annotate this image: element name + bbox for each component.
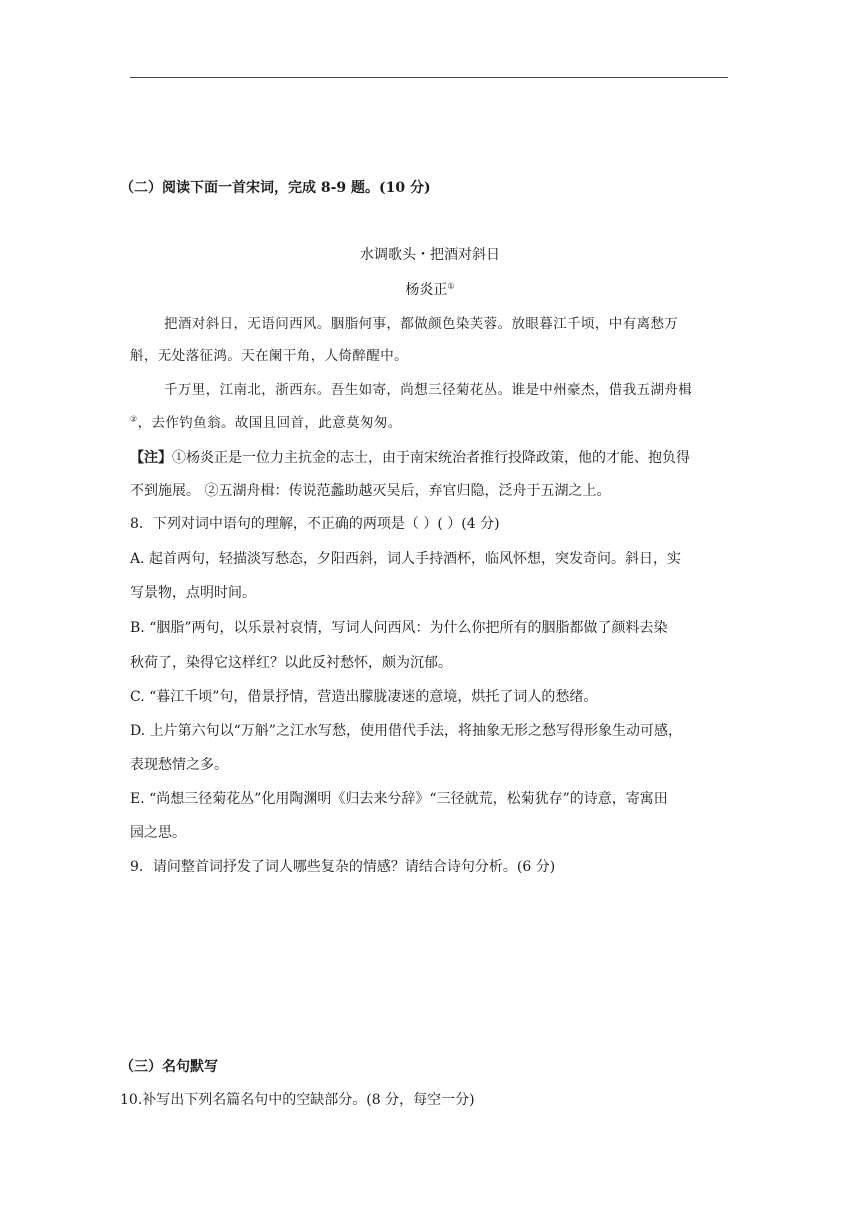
q8-option-a-line1: A. 起首两句，轻描淡写愁态，夕阳西斜，词人手持酒杯，临风怀想，突发奇问。斜日，实	[130, 551, 682, 567]
header-rule	[130, 77, 728, 78]
q8-option-a-line2: 写景物，点明时间。	[130, 585, 256, 601]
q8-option-d-line2: 表现愁情之多。	[130, 757, 228, 773]
stanza2-footnote-mark: ②	[130, 414, 138, 424]
q8-option-e-line2: 园之思。	[130, 825, 186, 841]
author-footnote-mark: ①	[447, 281, 455, 291]
notes-line2: 不到施展。 ②五湖舟楫：传说范蠡助越灭吴后，弃官归隐，泛舟于五湖之上。	[130, 483, 611, 499]
q8-option-b-line2: 秋荷了，染得它这样红？以此反衬愁怀，颇为沉郁。	[130, 655, 452, 671]
poem-stanza2-line1: 千万里，江南北，浙西东。吾生如寄，尚想三径菊花丛。谁是中州豪杰，借我五湖舟楫	[164, 382, 693, 398]
q8-option-c-line1: C. “暮江千顷”句，借景抒情，营造出朦胧凄迷的意境，烘托了词人的愁绪。	[130, 689, 598, 705]
notes-label: 【注】	[130, 450, 172, 466]
q8-option-e-line1: E. “尚想三径菊花丛”化用陶渊明《归去来兮辞》“三径就荒，松菊犹存”的诗意，寄寓田	[130, 791, 668, 807]
q8-option-b-line1: B. “胭脂”两句，以乐景衬哀情，写词人问西风：为什么你把所有的胭脂都做了颜料去染	[130, 620, 668, 636]
section-3-heading: （三）名句默写	[120, 1059, 218, 1075]
notes-line1-text: ①杨炎正是一位力主抗金的志士，由于南宋统治者推行投降政策，他的才能、抱负得	[172, 450, 690, 466]
notes-line1	[130, 448, 690, 468]
q10-stem: 10.补写出下列名篇名句中的空缺部分。(8 分，每空一分)	[120, 1092, 475, 1108]
section-2-heading: （二）阅读下面一首宋词，完成 8-9 题。(10 分)	[120, 180, 431, 196]
poem-stanza2-line2	[130, 413, 402, 433]
q9-stem: 9．请问整首词抒发了词人哪些复杂的情感？请结合诗句分析。(6 分)	[130, 859, 556, 875]
poem-stanza1-line2: 斛，无处落征鸿。天在阑干角，人倚醉醒中。	[130, 348, 408, 364]
poem-title: 水调歌头・把酒对斜日	[360, 247, 500, 263]
poem-author-name: 杨炎正	[405, 282, 448, 298]
poem-stanza1-line1: 把酒对斜日，无语问西风。胭脂何事，都做颜色染芙蓉。放眼暮江千顷，中有离愁万	[164, 316, 679, 332]
stanza2-line2-text: ，去作钓鱼翁。故国且回首，此意莫匆匆。	[137, 415, 402, 431]
poem-author	[0, 280, 860, 300]
q8-option-d-line1: D. 上片第六句以“万斛”之江水写愁，使用借代手法，将抽象无形之愁写得形象生动可感，	[130, 723, 682, 739]
q8-stem: 8．下列对词中语句的理解，不正确的两项是（ ）( ）(4 分)	[130, 516, 500, 532]
